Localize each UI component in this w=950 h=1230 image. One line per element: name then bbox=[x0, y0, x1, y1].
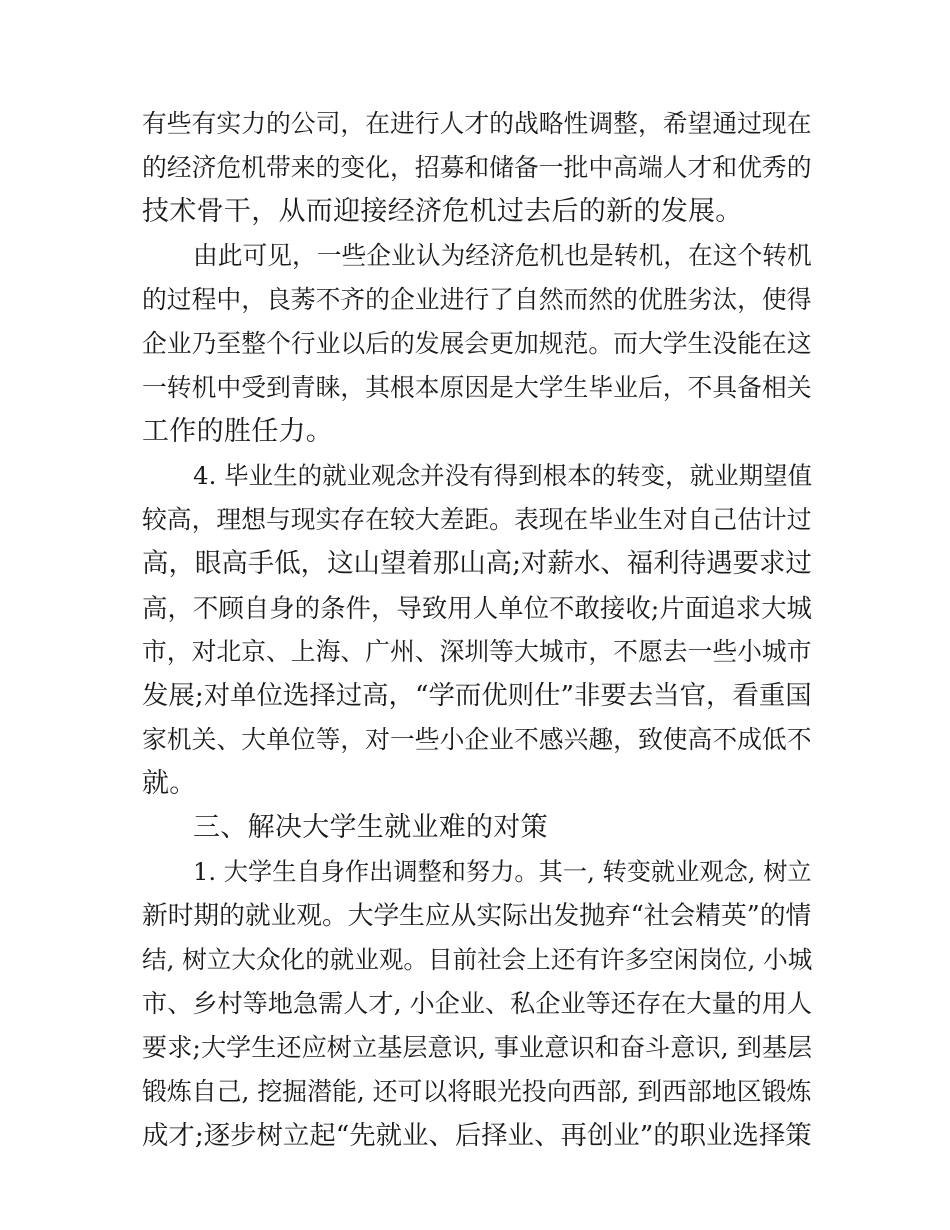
text-line: 企业乃至整个行业以后的发展会更加规范。而大学生没能在这 bbox=[142, 329, 812, 358]
text-line: 要求;大学生还应树立基层意识, 事业意识和奋斗意识, 到基层 bbox=[142, 1033, 813, 1062]
text-line: 新时期的就业观。大学生应从实际出发抛弃“社会精英”的情 bbox=[142, 901, 812, 931]
paragraph-first-line: 4. 毕业生的就业观念并没有得到根本的转变，就业期望值 bbox=[193, 461, 813, 490]
text-line: 结, 树立大众化的就业观。目前社会上还有许多空闲岗位, 小城 bbox=[142, 945, 813, 974]
text-line: 一转机中受到青睐，其根本原因是大学生毕业后，不具备相关 bbox=[142, 373, 812, 402]
section-heading: 三、解决大学生就业难的对策 bbox=[193, 812, 548, 843]
text-line: 就。 bbox=[142, 768, 197, 799]
text-line: 工作的胜任力。 bbox=[142, 416, 334, 447]
text-line: 有些有实力的公司，在进行人才的战略性调整，希望通过现在 bbox=[142, 109, 812, 138]
text-line: 市，对北京、上海、广州、深圳等大城市，不愿去一些小城市 bbox=[142, 637, 812, 666]
text-line: 高，不顾自身的条件，导致用人单位不敢接收;片面追求大城 bbox=[142, 593, 812, 623]
text-line: 成才;逐步树立起“先就业、后择业、再创业”的职业选择策 bbox=[142, 1120, 812, 1151]
text-line: 发展;对单位选择过高，“学而优则仕”非要去当官，看重国 bbox=[142, 680, 812, 711]
text-line: 较高，理想与现实存在较大差距。表现在毕业生对自己估计过 bbox=[142, 505, 812, 534]
paragraph-first-line: 由此可见，一些企业认为经济危机也是转机，在这个转机 bbox=[193, 241, 812, 270]
text-line: 技术骨干，从而迎接经济危机过去后的新的发展。 bbox=[142, 196, 743, 227]
text-line: 高，眼高手低，这山望着那山高;对薪水、福利待遇要求过 bbox=[142, 548, 812, 579]
text-line: 的过程中，良莠不齐的企业进行了自然而然的优胜劣汰，使得 bbox=[142, 285, 812, 314]
text-line: 市、乡村等地急需人才, 小企业、私企业等还存在大量的用人 bbox=[142, 989, 813, 1018]
text-line: 的经济危机带来的变化，招募和储备一批中高端人才和优秀的 bbox=[142, 153, 812, 182]
text-line: 家机关、大单位等，对一些小企业不感兴趣，致使高不成低不 bbox=[142, 725, 812, 754]
paragraph-first-line: 1. 大学生自身作出调整和努力。其一, 转变就业观念, 树立 bbox=[193, 858, 812, 886]
text-line: 锻炼自己, 挖掘潜能, 还可以将眼光投向西部, 到西部地区锻炼 bbox=[142, 1077, 812, 1106]
